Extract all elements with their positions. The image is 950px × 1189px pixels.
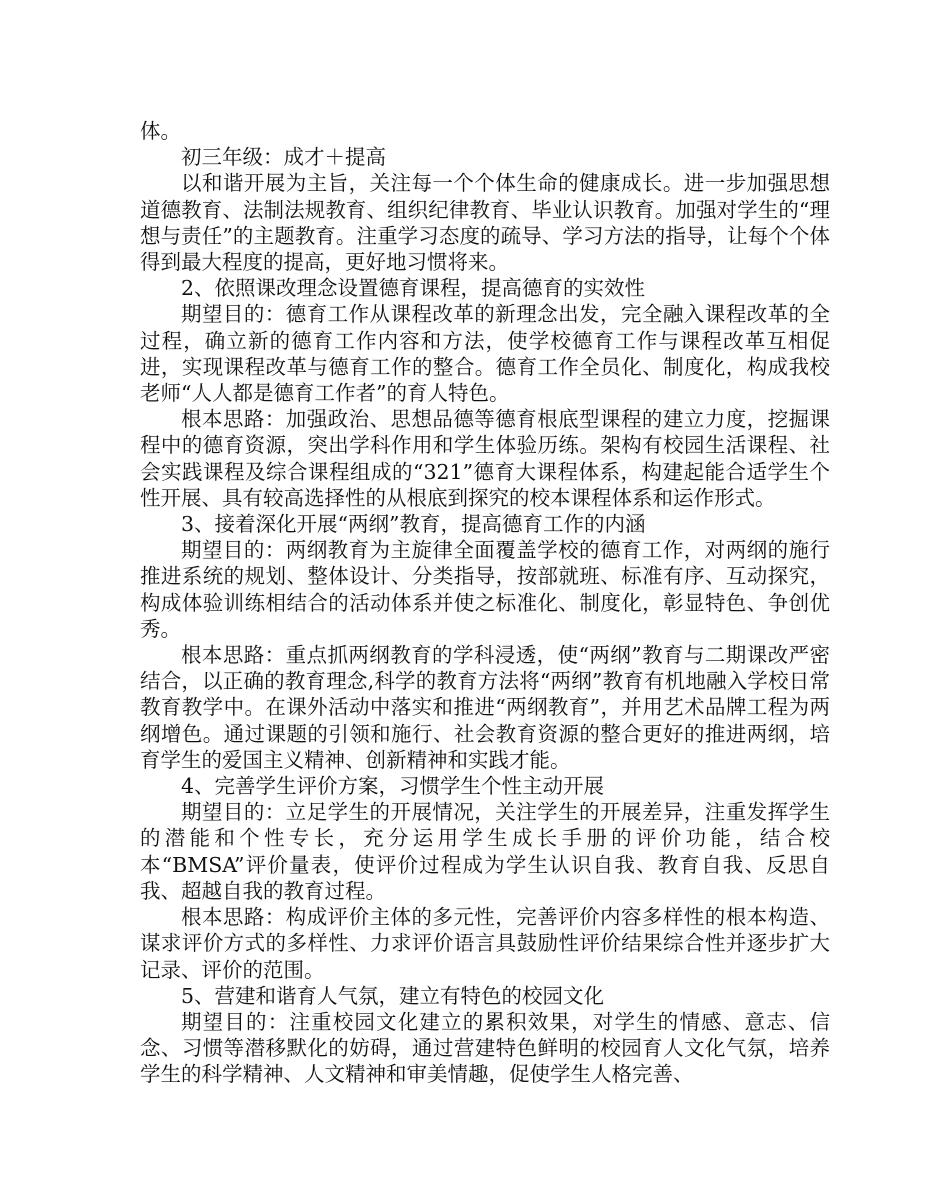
paragraph: 体。 xyxy=(140,119,181,143)
section-heading-4: 4、完善学生评价方案，习惯学生个性主动开展 xyxy=(181,774,605,799)
section-heading-2: 2、依照课改理念设置德育课程，提高德育的实效性 xyxy=(181,276,646,301)
paragraph: 根本思路：加强政治、思想品德等德育根底型课程的建立力度，挖掘课程中的德育资源，突出学科作用和学生体验历练。架构有校园生活课程、社会实践课程及综合课程组成的“321”德育大课程体系，构建起能合适学生个性开展、具有较高选择性的从根底到探究的校本课程体系和运作形式。 xyxy=(140,407,830,510)
paragraph: 根本思路：重点抓两纲教育的学科浸透，使“两纲”教育与二期课改严密结合，以正确的教育理念,科学的教育方法将“两纲”教育有机地融入学校日常教育教学中。在课外活动中落实和推进“两纲教育”，并用艺术品牌工程为两纲增色。通过课题的引领和施行、社会教育资源的整合更好的推进两纲，培育学生的爱国主义精神、创新精神和实践才能。 xyxy=(140,643,830,772)
paragraph: 期望目的：立足学生的开展情况，关注学生的开展差异，注重发挥学生的潜能和个性专长，充分运用学生成长手册的评价功能，结合校本“BMSA”评价量表，使评价过程成为学生认识自我、教育自我、反思自我、超越自我的教育过程。 xyxy=(140,800,830,903)
document-body xyxy=(140,118,830,1088)
paragraph: 期望目的：注重校园文化建立的累积效果，对学生的情感、意志、信念、习惯等潜移默化的妨碍，通过营建特色鲜明的校园育人文化气氛，培养学生的科学精神、人文精神和审美情趣，促使学生人格完善、 xyxy=(140,1009,830,1087)
section-heading-5: 5、营建和谐育人气氛，建立有特色的校园文化 xyxy=(181,983,605,1008)
paragraph: 根本思路：构成评价主体的多元性，完善评价内容多样性的根本构造、谋求评价方式的多样性、力求评价语言具鼓励性评价结果综合性并逐步扩大记录、评价的范围。 xyxy=(140,905,830,982)
paragraph: 期望目的：德育工作从课程改革的新理念出发，完全融入课程改革的全过程，确立新的德育工作内容和方法，使学校德育工作与课程改革互相促进，实现课程改革与德育工作的整合。德育工作全员化、制度化，构成我校老师“人人都是德育工作者”的育人特色。 xyxy=(140,302,830,406)
grade-heading: 初三年级：成才＋提高 xyxy=(181,145,386,170)
section-heading-3: 3、接着深化开展“两纲”教育，提高德育工作的内涵 xyxy=(181,512,646,537)
paragraph: 期望目的：两纲教育为主旋律全面覆盖学校的德育工作，对两纲的施行推进系统的规划、整体设计、分类指导，按部就班、标准有序、互动探究，构成体验训练相结合的活动体系并使之标准化、制度化，彰显特色、争创优秀。 xyxy=(140,538,830,641)
paragraph: 以和谐开展为主旨，关注每一个个体生命的健康成长。进一步加强思想道德教育、法制法规教育、组织纪律教育、毕业认识教育。加强对学生的“理想与责任”的主题教育。注重学习态度的疏导、学习方法的指导，让每个个体得到最大程度的提高，更好地习惯将来。 xyxy=(140,171,830,275)
